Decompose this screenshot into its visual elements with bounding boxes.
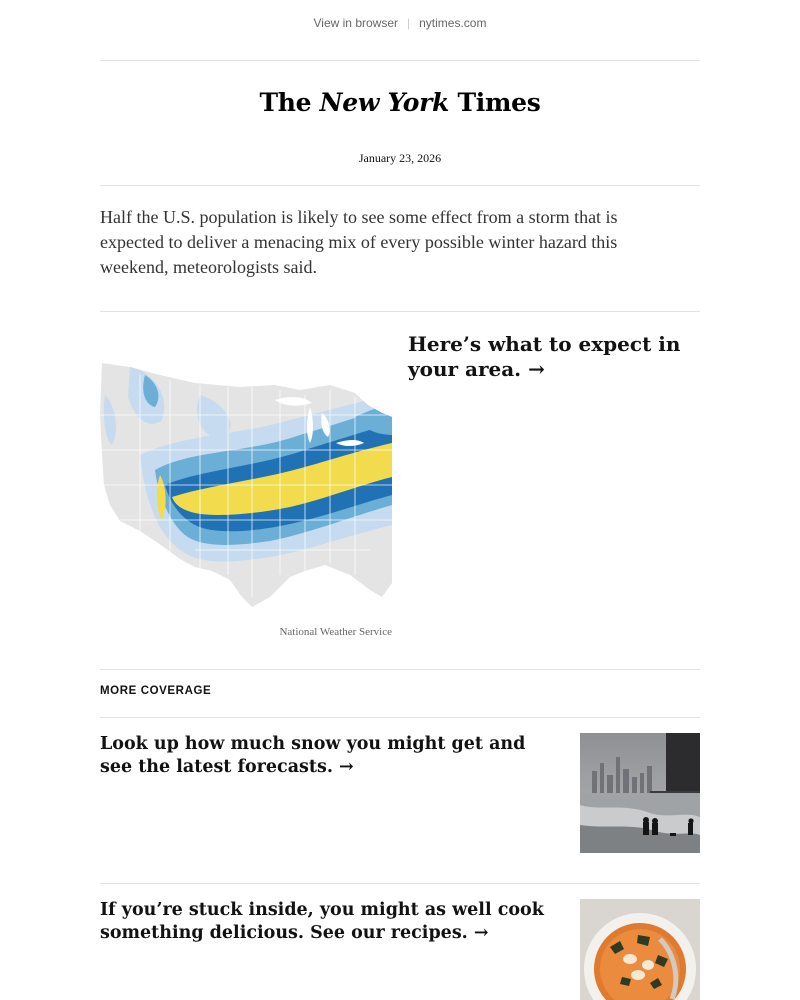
divider <box>100 311 700 312</box>
recipes-headline-link[interactable]: If you’re stuck inside, you might as well cook something delicious. See our recipes. → <box>100 900 544 943</box>
map-land <box>100 335 392 610</box>
nytimes-link[interactable]: nytimes.com <box>419 16 487 30</box>
soup-bowl-image <box>580 899 700 1000</box>
winter-storm-map[interactable] <box>100 335 392 610</box>
logo-ny: New York <box>319 88 450 117</box>
more-coverage-label: MORE COVERAGE <box>100 685 212 697</box>
lede-paragraph: Half the U.S. population is likely to see some effect from a storm that is expected to deliver a menacing mix of every possible winter hazard this weekend, meteorologists said. <box>100 207 618 277</box>
area-forecast-headline-link[interactable]: Here’s what to expect in your area. → <box>408 332 681 381</box>
city-skyline-photo[interactable] <box>580 733 700 853</box>
preheader-links <box>0 16 800 30</box>
us-snow-forecast-map <box>100 335 392 610</box>
link-separator: | <box>407 16 411 30</box>
divider <box>100 717 700 718</box>
view-in-browser-link[interactable]: View in browser <box>313 16 398 30</box>
nyt-logo[interactable] <box>0 88 800 117</box>
divider <box>100 60 700 61</box>
soup-bowl-photo[interactable] <box>580 899 700 1000</box>
issue-date: January 23, 2026 <box>358 151 442 165</box>
divider <box>100 185 700 186</box>
snow-forecast-headline-link[interactable]: Look up how much snow you might get and see the latest forecasts. → <box>100 734 526 777</box>
logo-suffix: Times <box>449 88 541 117</box>
map-credit: National Weather Service <box>279 626 392 638</box>
divider <box>100 883 700 884</box>
city-skyline-image <box>580 733 700 853</box>
logo-prefix: The <box>259 88 320 117</box>
divider <box>100 669 700 670</box>
